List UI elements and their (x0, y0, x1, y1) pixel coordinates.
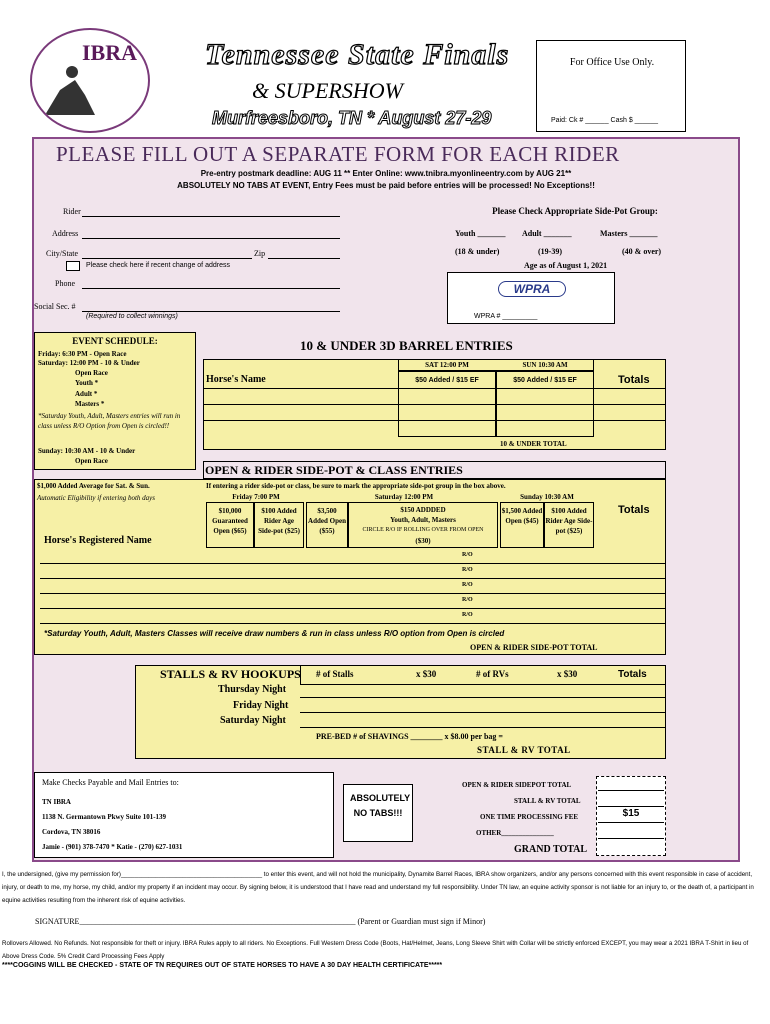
event-title: Tennessee State Finals (205, 38, 510, 71)
change-address-checkbox[interactable] (66, 261, 80, 271)
open-row[interactable] (40, 593, 666, 594)
banner: PLEASE FILL OUT A SEPARATE FORM FOR EACH RIDER (56, 142, 620, 166)
zip-field[interactable] (268, 254, 340, 259)
total-field[interactable] (598, 790, 664, 791)
total-field[interactable] (598, 806, 664, 807)
wpra-box (447, 272, 615, 324)
wpra-field[interactable]: WPRA # _________ (474, 313, 538, 320)
mail-box: Make Checks Payable and Mail Entries to: TN IBRA 1138 N. Germantown Pkwy Suite 101-139 Cordova, TN 38016 Jamie - (901) 378-7470 * Katie - (270) 627-1031 (34, 772, 334, 858)
adult-field[interactable]: Adult _______ (522, 229, 572, 238)
under10-row[interactable] (203, 404, 666, 405)
event-subtitle: & SUPERSHOW (252, 78, 403, 103)
address-field[interactable] (82, 234, 340, 239)
under10-title: 10 & UNDER 3D BARREL ENTRIES (300, 338, 513, 353)
office-box: For Office Use Only. Paid: Ck # ______ Cash $ ______ (536, 40, 686, 132)
wpra-logo: WPRA (498, 281, 566, 297)
open-row[interactable] (40, 563, 666, 564)
signature-field[interactable]: SIGNATURE_____________________________________________________________________ (Parent or Guardian must sign if Minor) (35, 917, 486, 926)
rider-field[interactable] (82, 212, 340, 217)
no-tabs-box: ABSOLUTELY NO TABS!!! (343, 784, 413, 842)
ibra-logo: IBRA (30, 28, 150, 133)
stall-row[interactable] (300, 727, 666, 728)
city-state-field[interactable] (82, 254, 252, 259)
stall-row[interactable] (300, 697, 666, 698)
phone-field[interactable] (82, 284, 340, 289)
event-location: Murfreesboro, TN * August 27-29 (212, 108, 492, 128)
under10-row[interactable] (203, 420, 666, 421)
event-schedule: EVENT SCHEDULE: Friday: 6:30 PM - Open Race Saturday: 12:00 PM - 10 & Under Open Race Youth * Adult * Masters * *Saturday Youth, Adult, Masters entries will run in class unless R/O Option from Open is circled!! Sunday: 10:30 AM - 10 & Under Open Race (34, 332, 196, 470)
masters-field[interactable]: Masters _______ (600, 229, 658, 238)
youth-field[interactable]: Youth _______ (455, 229, 506, 238)
stall-row[interactable] (300, 712, 666, 713)
under10-row[interactable] (203, 388, 666, 389)
open-row[interactable] (40, 608, 666, 609)
total-field[interactable] (598, 822, 664, 823)
rider-icon (40, 60, 100, 120)
open-row[interactable] (40, 623, 666, 624)
ssn-field[interactable] (82, 307, 340, 312)
open-row[interactable] (40, 578, 666, 579)
total-field[interactable] (598, 838, 664, 839)
